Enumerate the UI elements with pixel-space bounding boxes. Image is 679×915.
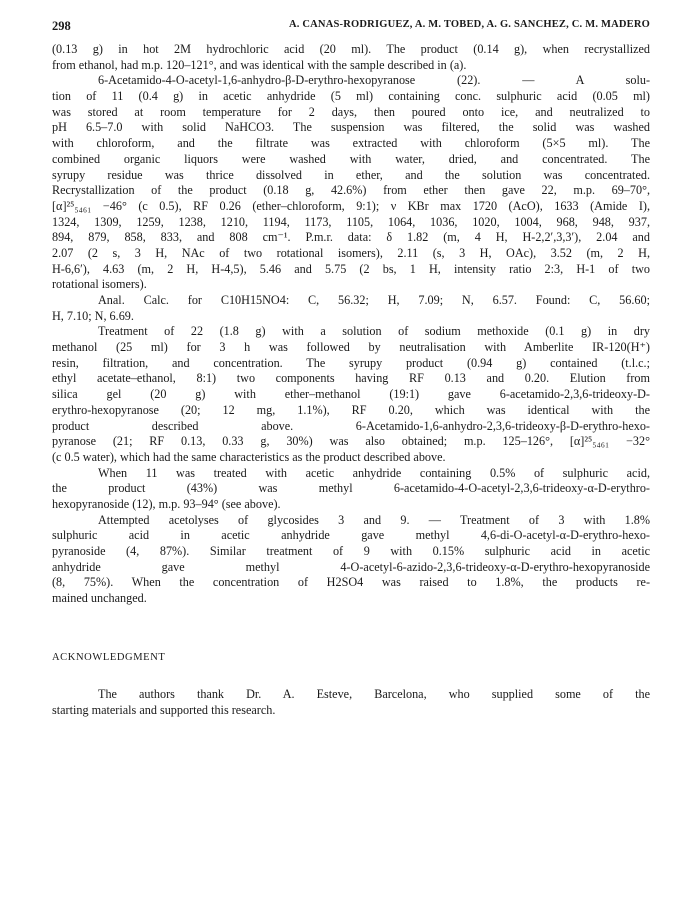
text-line: Treatment of 22 (1.8 g) with a solution of sodium methoxide (0.1 g) in dry [98,324,650,339]
text-line: pyranoside (4, 87%). Similar treatment of 9 with 0.15% sulphuric acid in acetic [52,544,650,558]
acknowledgment-heading: ACKNOWLEDGMENT [52,652,166,663]
text-line: 2.07 (2 s, 3 H, NAc of two rotational isomers), 2.11 (s, 3 H, OAc), 3.52 (m, 2 H, [52,245,650,260]
text-line: the product (43%) was methyl 6-acetamido-4-O-acetyl-2,3,6-trideoxy-α-D-erythro- [52,481,650,496]
text-line: Recrystallization of the product (0.18 g, 42.6%) from ether then gave 22, m.p. 69–70°, [52,183,650,198]
body-text [52,42,650,607]
text-line: silica gel (20 g) with ether–methanol (19:1) gave 6-acetamido-2,3,6-trideoxy-D- [52,387,650,402]
text-line: ethyl acetate–ethanol, 8:1) two components having RF 0.13 and 0.20. Elution from [52,371,650,386]
text-line: tion of 11 (0.4 g) in acetic anhydride (5 ml) containing conc. sulphuric acid (0.05 ml) [52,89,650,104]
text-line: combined organic liquors were washed with water, dried, and concentrated. The [52,151,650,166]
text-line: sulphuric acid in acetic anhydride gave methyl 4,6-di-O-acetyl-α-D-erythro-hexo- [52,528,650,543]
text-line: methanol (25 ml) for 3 h was followed by neutralisation with Amberlite IR-120(H⁺) [52,340,650,355]
text-line: 894, 879, 858, 833, and 808 cm⁻¹. P.m.r. data: δ 1.82 (m, 4 H, H-2,2′,3,3′), 2.04 and [52,230,650,245]
text-line: When 11 was treated with acetic anhydride containing 0.5% of sulphuric acid, [98,465,650,480]
running-title: A. CANAS-RODRIGUEZ, A. M. TOBED, A. G. SANCHEZ, C. M. MADERO [288,19,650,30]
text-line: from ethanol, had m.p. 120–121°, and was identical with the sample described in (a). [52,57,467,72]
text-line: 1324, 1309, 1259, 1238, 1210, 1194, 1173, 1105, 1064, 1036, 1020, 1004, 968, 948, 937, [52,214,650,229]
text-line: 6-Acetamido-4-O-acetyl-1,6-anhydro-β-D-erythro-hexopyranose (22). — A solu- [98,73,650,88]
text-line: H-6,6′), 4.63 (m, 2 H, H-4,5), 5.46 and 5.75 (2 bs, 1 H, intensity ratio 2:3, H-1 of two [52,261,650,276]
text-line: The authors thank Dr. A. Esteve, Barcelona, who supplied some of the [98,687,650,701]
text-line: with chloroform, and the filtrate was extracted with chloroform (5×5 ml). The [52,136,650,151]
text-line: erythro-hexopyranose (20; 12 mg, 1.1%), RF 0.20, which was identical with the [52,402,650,417]
text-line: starting materials and supported this research. [52,702,276,717]
text-line: Anal. Calc. for C10H15NO4: C, 56.32; H, 7.09; N, 6.57. Found: C, 56.60; [98,293,650,307]
acknowledgment-text [52,687,650,718]
text-line: pH 6.5–7.0 with solid NaHCO3. The suspension was filtered, the solid was washed [52,120,650,135]
text-line: syrupy residue was thrice dissolved in ether, and the solution was concentrated. [52,167,650,182]
page-number: 298 [52,19,71,33]
page-header [52,19,650,37]
text-line: resin, filtration, and concentration. The syrupy product (0.94 g) contained (t.l.c.; [52,355,650,370]
text-line: pyranose (21; RF 0.13, 0.33 g, 30%) was also obtained; m.p. 125–126°, [α]²⁵₅₄₆₁ −32° [52,434,650,449]
text-line: product described above. 6-Acetamido-1,6-anhydro-2,3,6-trideoxy-β-D-erythro-hexo- [52,418,650,433]
text-line: (c 0.5 water), which had the same characteristics as the product described above. [52,449,446,464]
text-line: mained unchanged. [52,591,147,606]
text-line: Attempted acetolyses of glycosides 3 and 9. — Treatment of 3 with 1.8% [98,512,650,527]
text-line: [α]²⁵₅₄₆₁ −46° (c 0.5), RF 0.26 (ether–chloroform, 9:1); ν KBr max 1720 (AcO), 1633 (Amide I), [52,198,650,213]
text-line: was stored at room temperature for 2 days, then poured onto ice, and neutralized to [52,104,650,119]
text-line: (8, 75%). When the concentration of H2SO4 was raised to 1.8%, the products re- [52,575,650,590]
text-line: (0.13 g) in hot 2M hydrochloric acid (20 ml). The product (0.14 g), when recrystallized [52,42,650,56]
text-line: H, 7.10; N, 6.69. [52,308,134,323]
text-line: hexopyranoside (12), m.p. 93–94° (see above). [52,496,281,511]
text-line: anhydride gave methyl 4-O-acetyl-6-azido-2,3,6-trideoxy-α-D-erythro-hexopyranoside [52,559,650,574]
text-line: rotational isomers). [52,277,147,292]
